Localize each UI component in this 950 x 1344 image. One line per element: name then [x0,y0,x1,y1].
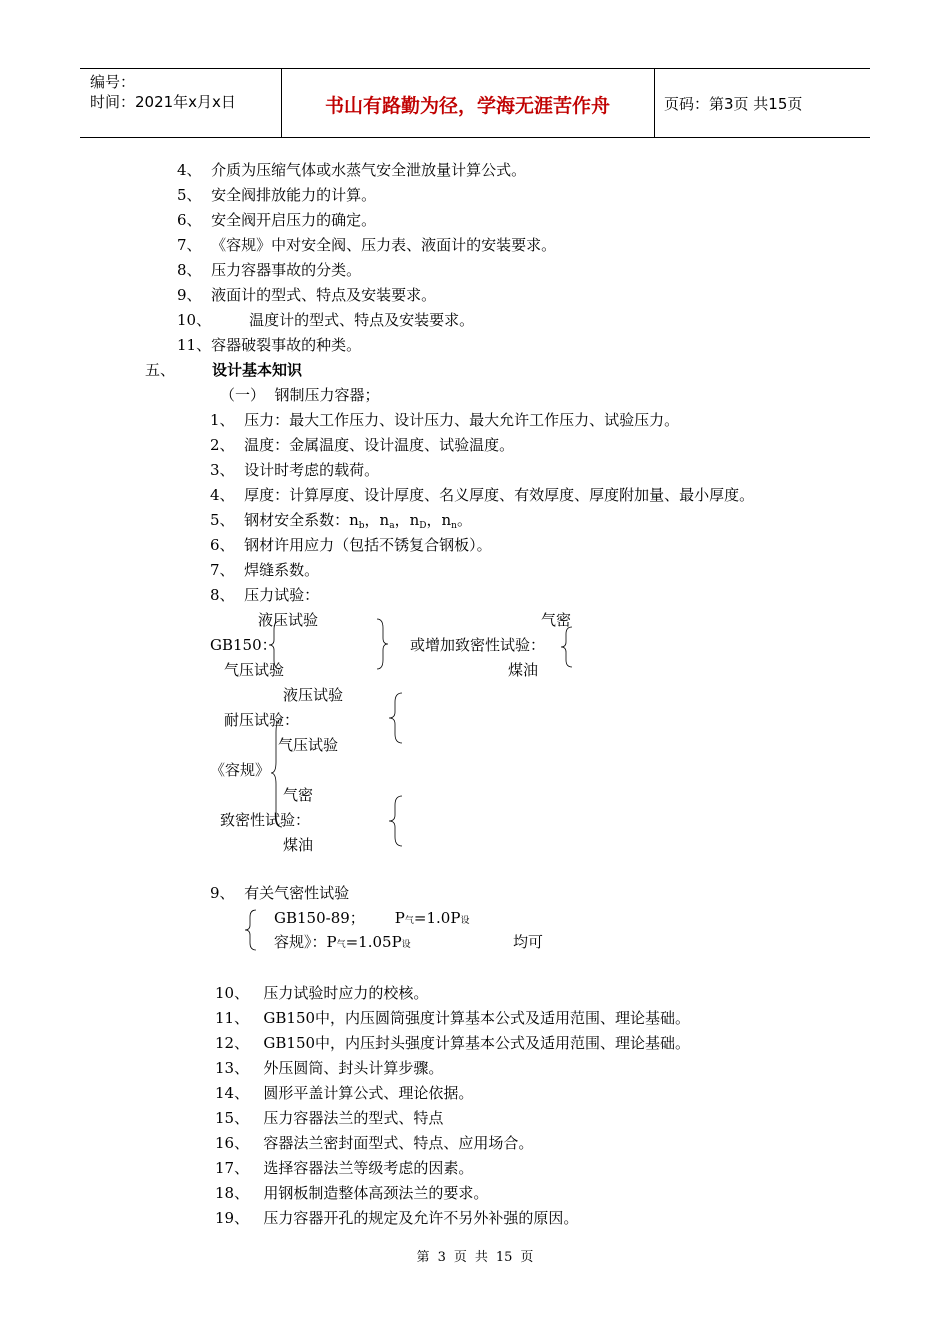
label-gb150: GB150： [210,636,277,654]
list-item: 3、 设计时考虑的载荷。 [210,461,380,479]
header-motto: 书山有路勤为径，学海无涯苦作舟 [324,95,610,117]
list-item: 2、 温度：金属温度、设计温度、试验温度。 [210,436,515,454]
page-header [80,68,870,138]
subsection-title: （一） 钢制压力容器； [220,386,380,404]
list-item: 12、 GB150中，内压封头强度计算基本公式及适用范围、理论基础。 [215,1034,691,1052]
list-item: 5、 钢材安全系数：$n_b$，$n_a$，$n_D$，$n_n$。 [210,511,472,531]
list-item: 6、 安全阀开启压力的确定。 [177,211,377,229]
list-item: 7、 焊缝系数。 [210,561,320,579]
brace-icon [244,909,258,951]
list-item: 10、 压力试验时应力的校核。 [215,984,429,1002]
list-item: 14、 圆形平盖计算公式、理论依据。 [215,1084,474,1102]
label-pneumatic-test-2: 气压试验 [278,736,339,754]
list-item: 15、 压力容器法兰的型式、特点 [215,1109,444,1127]
brace-close-icon [375,618,389,670]
header-left [90,72,236,112]
brace-icon [268,620,282,670]
label-kerosene: 煤油 [508,661,539,679]
list-item: 7、 《容规》中对安全阀、压力表、液面计的安装要求。 [177,236,557,254]
brace-icon [270,718,284,828]
gas-test-rongui: 容规》：P气=1.05P设 [274,933,411,951]
label-pressure-test: 耐压试验： [224,711,300,729]
page-footer: 第 3 页 共 15 页 [416,1250,534,1265]
section-title: 设计基本知识 [212,361,303,379]
list-item: 11、 GB150中，内压圆筒强度计算基本公式及适用范围、理论基础。 [215,1009,691,1027]
label-tightness-test: 致密性试验： [220,811,311,829]
brace-icon [388,795,404,847]
list-item: 5、 安全阀排放能力的计算。 [177,186,377,204]
list-item: 17、 选择容器法兰等级考虑的因素。 [215,1159,474,1177]
gas-test-gb150: GB150-89； P气=1.0P设 [274,909,470,927]
header-divider [654,69,655,137]
label-hydro-test: 液压试验 [258,611,319,629]
list-item: 16、 容器法兰密封面型式、特点、应用场合。 [215,1134,534,1152]
label-hydro-test-2: 液压试验 [283,686,344,704]
list-item: 6、 钢材许用应力（包括不锈复合钢板）。 [210,536,492,554]
list-item: 1、 压力：最大工作压力、设计压力、最大允许工作压力、试验压力。 [210,411,680,429]
list-item: 8、 压力容器事故的分类。 [177,261,362,279]
list-item: 4、 介质为压缩气体或水蒸气安全泄放量计算公式。 [177,161,527,179]
label-kerosene-2: 煤油 [283,836,314,854]
label-rongui: 《容规》 [210,761,271,779]
document-date: 时间：2021年x月x日 [90,93,236,111]
list-item: 9、 液面计的型式、特点及安装要求。 [177,286,437,304]
list-item: 10、 温度计的型式、特点及安装要求。 [177,311,475,329]
gas-test-note: 均可 [513,933,544,951]
list-item: 8、 压力试验： [210,586,320,604]
label-gas-tight-2: 气密 [283,786,314,804]
label-gas-tight: 气密 [541,611,572,629]
label-or-add-tightness: 或增加致密性试验： [410,636,546,654]
brace-icon [388,692,404,744]
list-item: 13、 外压圆筒、封头计算步骤。 [215,1059,444,1077]
brace-icon [560,626,574,668]
list-item: 4、 厚度：计算厚度、设计厚度、名义厚度、有效厚度、厚度附加量、最小厚度。 [210,486,755,504]
list-item: 19、 压力容器开孔的规定及允许不另外补强的原因。 [215,1209,579,1227]
list-item: 18、 用钢板制造整体高颈法兰的要求。 [215,1184,489,1202]
label-pneumatic-test: 气压试验 [224,661,285,679]
header-page-number: 页码：第3页 共15页 [664,95,803,113]
list-item: 11、容器破裂事故的种类。 [177,336,362,354]
list-item: 9、 有关气密性试验 [210,884,350,902]
section-number: 五、 [145,361,176,379]
document-number-label: 编号： [90,73,136,91]
